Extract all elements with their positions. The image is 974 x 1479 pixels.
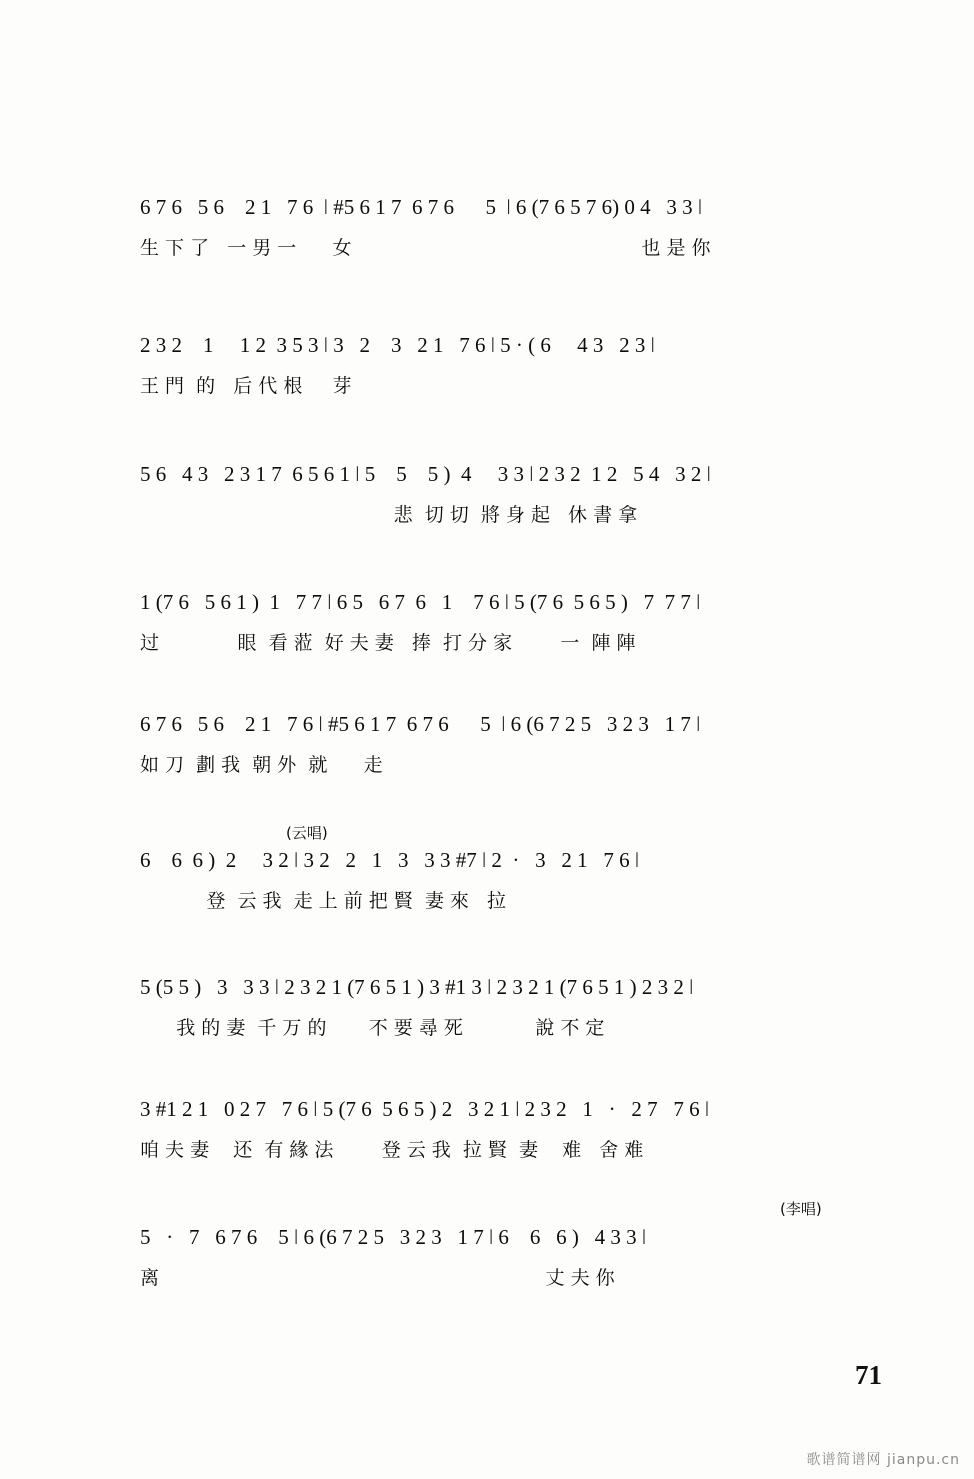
- music-system-9: [140, 1225, 900, 1293]
- note-row: 6 6 6 ) 2 3 2 ǀ 3 2 2 1 3 3 3 #7 ǀ 2 · 3 2 1 7 6 ǀ: [140, 848, 640, 872]
- lyric-row: 悲 切 切 將 身 起 休 書 拿: [140, 504, 638, 526]
- note-row: 6 7 6 5 6 2 1 7 6 ǀ #5 6 1 7 6 7 6 5 ǀ 6 (6 7 2 5 3 2 3 1 7 ǀ: [140, 712, 701, 736]
- lyric-row: 我 的 妻 千 万 的 不 要 尋 死 說 不 定: [140, 1017, 605, 1039]
- lyric-row: 如 刀 劃 我 朝 外 就 走: [140, 754, 383, 776]
- music-system-8: [140, 1097, 900, 1165]
- note-row: 2 3 2 1 1 2 3 5 3 ǀ 3 2 3 2 1 7 6 ǀ 5 · ( 6 4 3 2 3 ǀ: [140, 333, 655, 357]
- lyric-row: 离 丈 夫 你: [140, 1267, 615, 1289]
- note-row: 5 6 4 3 2 3 1 7 6 5 6 1 ǀ 5 5 5 ) 4 3 3 ǀ 2 3 2 1 2 5 4 3 2 ǀ: [140, 462, 711, 486]
- lyric-row: 过 眼 看 蒞 好 夫 妻 捧 打 分 家 一 陣 陣: [140, 632, 636, 654]
- lyric-row: 王 門 的 后 代 根 芽: [140, 375, 352, 397]
- lyric-row: 咱 夫 妻 还 有 緣 法 登 云 我 拉 賢 妻 难 舍 难: [140, 1139, 644, 1161]
- music-system-7: [140, 975, 900, 1043]
- annotation-li-sings: (李唱): [780, 1200, 822, 1218]
- note-row: 6 7 6 5 6 2 1 7 6 ǀ #5 6 1 7 6 7 6 5 ǀ 6 (7 6 5 7 6) 0 4 3 3 ǀ: [140, 195, 703, 219]
- annotation-yun-sings: (云唱): [286, 824, 328, 842]
- note-row: 5 (5 5 ) 3 3 3 ǀ 2 3 2 1 (7 6 5 1 ) 3 #1 3 ǀ 2 3 2 1 (7 6 5 1 ) 2 3 2 ǀ: [140, 975, 694, 999]
- music-system-6: [140, 848, 900, 916]
- music-system-2: [140, 333, 900, 401]
- music-system-1: [140, 195, 900, 263]
- note-row: 3 #1 2 1 0 2 7 7 6 ǀ 5 (7 6 5 6 5 ) 2 3 2 1 ǀ 2 3 2 1 · 2 7 7 6 ǀ: [140, 1097, 710, 1121]
- lyric-row: 生 下 了 一 男 一 女 也 是 你: [140, 237, 711, 259]
- note-row: 1 (7 6 5 6 1 ) 1 7 7 ǀ 6 5 6 7 6 1 7 6 ǀ 5 (7 6 5 6 5 ) 7 7 7 ǀ: [140, 590, 701, 614]
- music-system-5: [140, 712, 900, 780]
- note-row: 5 · 7 6 7 6 5 ǀ 6 (6 7 2 5 3 2 3 1 7 ǀ 6 6 6 ) 4 3 3 ǀ: [140, 1225, 647, 1249]
- music-system-3: [140, 462, 900, 530]
- site-watermark: 歌谱简谱网 jianpu.cn: [806, 1452, 960, 1468]
- lyric-row: 登 云 我 走 上 前 把 賢 妻 來 拉: [140, 890, 507, 912]
- page-number: 71: [855, 1360, 882, 1390]
- music-system-4: [140, 590, 900, 658]
